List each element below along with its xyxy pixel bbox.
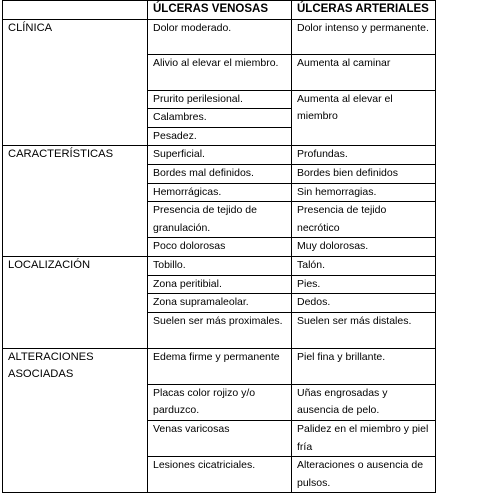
section-alteraciones: ALTERACIONES ASOCIADAS bbox=[3, 348, 148, 493]
cell-arterial: Aumenta al elevar el miembro bbox=[292, 90, 436, 146]
cell-venosa: Suelen ser más proximales. bbox=[148, 312, 292, 348]
cell-arterial: Muy dolorosas. bbox=[292, 238, 436, 257]
cell-arterial: Presencia de tejido necrótico bbox=[292, 202, 436, 238]
cell-arterial: Aumenta al caminar bbox=[292, 54, 436, 90]
cell-arterial: Talón. bbox=[292, 256, 436, 275]
cell-arterial: Profundas. bbox=[292, 146, 436, 165]
cell-venosa: Alivio al elevar el miembro. bbox=[148, 54, 292, 90]
section-clinica: CLÍNICA bbox=[3, 19, 148, 146]
section-caracteristicas: CARACTERÍSTICAS bbox=[3, 146, 148, 257]
table-row bbox=[3, 19, 436, 54]
header-arteriales: ÚLCERAS ARTERIALES bbox=[292, 1, 436, 20]
header-blank bbox=[3, 1, 148, 20]
table-row bbox=[3, 348, 436, 384]
cell-venosa: Calambres. bbox=[148, 109, 292, 128]
cell-arterial: Piel fina y brillante. bbox=[292, 348, 436, 384]
cell-venosa: Edema firme y permanente bbox=[148, 348, 292, 384]
cell-arterial: Pies. bbox=[292, 275, 436, 294]
cell-arterial: Dedos. bbox=[292, 294, 436, 313]
cell-arterial: Palidez en el miembro y piel fría bbox=[292, 420, 436, 456]
table-row bbox=[3, 256, 436, 275]
section-localizacion: LOCALIZACIÓN bbox=[3, 256, 148, 348]
cell-arterial: Dolor intenso y permanente. bbox=[292, 19, 436, 54]
header-row bbox=[3, 1, 436, 20]
cell-venosa: Prurito perilesional. bbox=[148, 90, 292, 109]
cell-venosa: Presencia de tejido de granulación. bbox=[148, 202, 292, 238]
cell-venosa: Venas varicosas bbox=[148, 420, 292, 456]
cell-arterial: Sin hemorragias. bbox=[292, 183, 436, 202]
header-venosas: ÚLCERAS VENOSAS bbox=[148, 1, 292, 20]
cell-venosa: Hemorrágicas. bbox=[148, 183, 292, 202]
cell-venosa: Zona peritibial. bbox=[148, 275, 292, 294]
cell-venosa: Poco dolorosas bbox=[148, 238, 292, 257]
cell-arterial: Uñas engrosadas y ausencia de pelo. bbox=[292, 384, 436, 420]
cell-venosa: Zona supramaleolar. bbox=[148, 294, 292, 313]
cell-venosa: Pesadez. bbox=[148, 127, 292, 146]
cell-venosa: Lesiones cicatriciales. bbox=[148, 457, 292, 493]
cell-arterial: Bordes bien definidos bbox=[292, 164, 436, 183]
cell-arterial: Alteraciones o ausencia de pulsos. bbox=[292, 457, 436, 493]
cell-venosa: Tobillo. bbox=[148, 256, 292, 275]
cell-arterial: Suelen ser más distales. bbox=[292, 312, 436, 348]
comparison-table bbox=[2, 0, 436, 493]
cell-venosa: Placas color rojizo y/o parduzco. bbox=[148, 384, 292, 420]
cell-venosa: Dolor moderado. bbox=[148, 19, 292, 54]
cell-venosa: Superficial. bbox=[148, 146, 292, 165]
cell-venosa: Bordes mal definidos. bbox=[148, 164, 292, 183]
table-row bbox=[3, 146, 436, 165]
